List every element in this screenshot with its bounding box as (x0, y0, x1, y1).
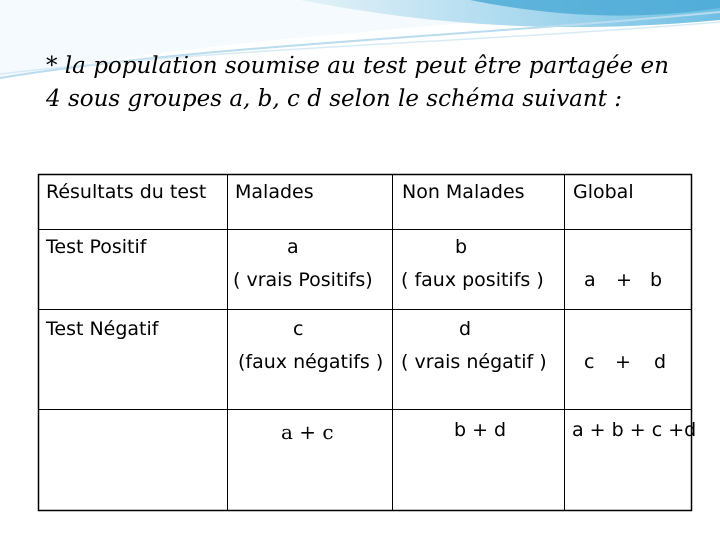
global-row1-first: a (584, 269, 596, 291)
header-global: Global (573, 181, 634, 203)
header-non-malades: Non Malades (402, 181, 525, 203)
cell-d-letter: d (459, 318, 472, 340)
global-row1-plus: + (616, 269, 632, 291)
header-resultats: Résultats du test (46, 181, 207, 203)
cell-b-description: ( faux positifs ) (401, 269, 544, 291)
global-row1-second: b (650, 269, 663, 291)
global-row2-second: d (654, 351, 667, 373)
cell-b-letter: b (455, 236, 468, 258)
cell-a-letter: a (287, 236, 299, 258)
row-label-test-positif: Test Positif (46, 236, 147, 258)
total-malades: a + c (281, 420, 334, 444)
cell-c-description: (faux négatifs ) (238, 351, 384, 373)
intro-paragraph: * la population soumise au test peut être partagée en 4 sous groupes a, b, c d selon le schéma suivant : (46, 53, 669, 112)
row-label-test-negatif: Test Négatif (46, 318, 159, 340)
total-global: a + b + c +d (572, 419, 697, 441)
cell-c-letter: c (293, 318, 304, 340)
total-non-malades: b + d (454, 419, 507, 441)
global-row2-first: c (584, 351, 595, 373)
header-malades: Malades (235, 181, 314, 203)
cell-d-description: ( vrais négatif ) (401, 351, 547, 373)
cell-a-description: ( vrais Positifs) (233, 269, 373, 291)
global-row2-plus: + (615, 351, 631, 373)
